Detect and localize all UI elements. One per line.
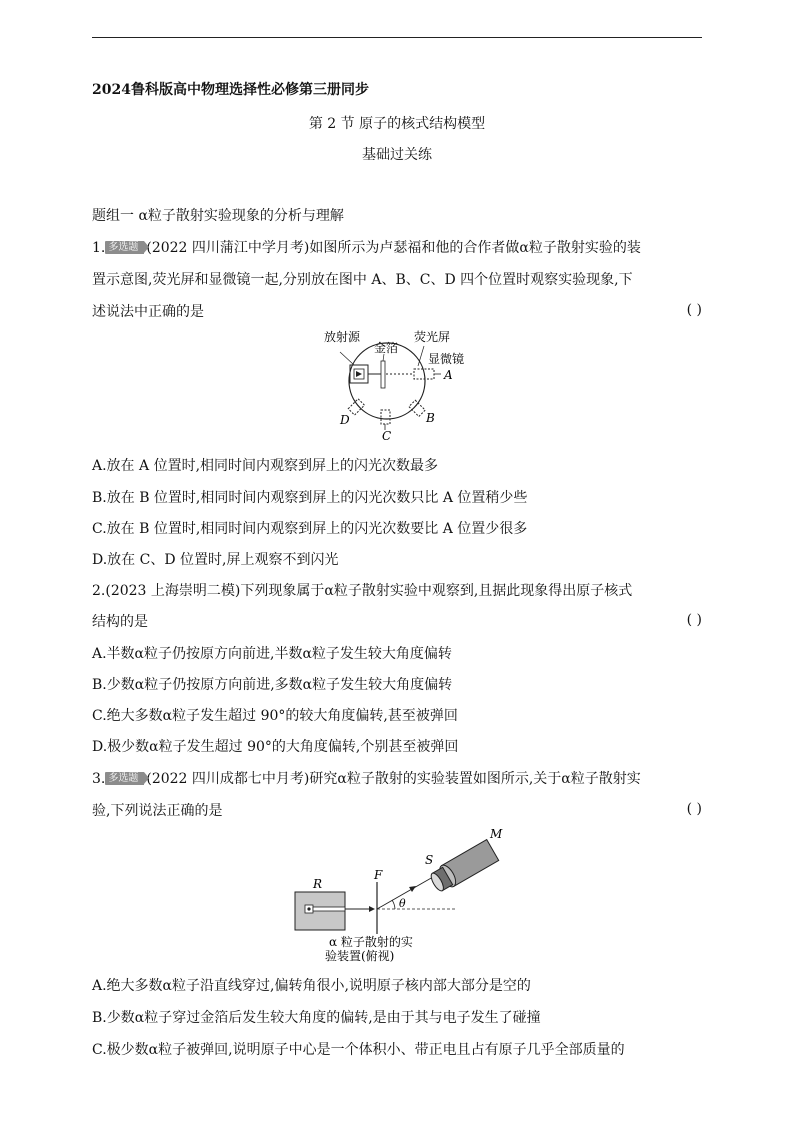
q1-option-b: B.放在 B 位置时,相同时间内观察到屏上的闪光次数只比 A 位置稍少些 bbox=[92, 490, 528, 506]
source-marker bbox=[356, 371, 362, 377]
collimator-channel bbox=[313, 907, 345, 911]
gold-foil bbox=[381, 361, 385, 388]
microscope-d bbox=[348, 399, 364, 415]
microscope-c bbox=[381, 410, 390, 424]
beam-arrow bbox=[369, 906, 375, 912]
label-r: R bbox=[313, 877, 323, 891]
label-b: B bbox=[426, 411, 435, 425]
foil-pointer bbox=[383, 354, 384, 361]
label-f: F bbox=[374, 868, 383, 882]
angle-arc bbox=[392, 900, 395, 909]
q3-option-b: B.少数α粒子穿过金箔后发生较大角度的偏转,是由于其与电子发生了碰撞 bbox=[92, 1010, 541, 1026]
alpha-scattering-diagram-2 bbox=[285, 826, 515, 962]
multi-choice-tag: 多选题 bbox=[105, 772, 144, 785]
series-title: 2024鲁科版高中物理选择性必修第三册同步 bbox=[92, 82, 369, 98]
question-2-line-1: 2.(2023 上海崇明二模)下列现象属于α粒子散射实验中观察到,且据此现象得出原子核式 bbox=[92, 583, 633, 599]
label-theta: θ bbox=[399, 897, 406, 910]
alpha-scattering-diagram-1 bbox=[320, 328, 490, 446]
q3-option-c: C.极少数α粒子被弹回,说明原子中心是一个体积小、带正电且占有原子几乎全部质量的 bbox=[92, 1042, 625, 1058]
question-number: 3. bbox=[92, 771, 106, 787]
question-text: (2022 四川蒲江中学月考)如图所示为卢瑟福和他的合作者做α粒子散射实验的装 bbox=[146, 240, 641, 256]
caption-line-2: 验装置(俯视) bbox=[325, 949, 395, 962]
source-pointer bbox=[340, 352, 354, 365]
source-dot bbox=[307, 907, 310, 910]
question-number: 1. bbox=[92, 240, 106, 256]
answer-blank: ( ) bbox=[686, 612, 702, 628]
q1-option-a: A.放在 A 位置时,相同时间内观察到屏上的闪光次数最多 bbox=[92, 458, 439, 474]
label-m: M bbox=[490, 827, 503, 841]
q1-option-c: C.放在 B 位置时,相同时间内观察到屏上的闪光次数要比 A 位置少很多 bbox=[92, 521, 528, 537]
label-a: A bbox=[444, 368, 453, 382]
question-3-line-1 bbox=[92, 769, 702, 789]
multi-choice-tag: 多选题 bbox=[105, 241, 144, 254]
question-text: (2022 四川成都七中月考)研究α粒子散射的实验装置如图所示,关于α粒子散射实 bbox=[146, 771, 641, 787]
question-3-line-2: 验,下列说法正确的是 bbox=[92, 803, 223, 819]
q3-option-a: A.绝大多数α粒子沿直线穿过,偏转角很小,说明原子核内部大部分是空的 bbox=[92, 978, 531, 994]
question-2-line-2: 结构的是 bbox=[92, 614, 148, 630]
question-1-line-2: 置示意图,荧光屏和显微镜一起,分别放在图中 A、B、C、D 四个位置时观察实验现象,下 bbox=[92, 272, 633, 288]
question-1-line-1 bbox=[92, 238, 702, 258]
answer-blank: ( ) bbox=[686, 801, 702, 817]
label-microscope: 显微镜 bbox=[428, 352, 465, 366]
q2-option-a: A.半数α粒子仍按原方向前进,半数α粒子发生较大角度偏转 bbox=[92, 646, 452, 662]
label-d: D bbox=[340, 413, 350, 427]
q1-option-d: D.放在 C、D 位置时,屏上观察不到闪光 bbox=[92, 552, 339, 568]
label-screen: 荧光屏 bbox=[414, 330, 451, 344]
header-rule bbox=[92, 37, 702, 38]
q2-option-b: B.少数α粒子仍按原方向前进,多数α粒子发生较大角度偏转 bbox=[92, 677, 453, 693]
q2-option-d: D.极少数α粒子发生超过 90°的大角度偏转,个别甚至被弹回 bbox=[92, 739, 459, 755]
caption-line-1: α 粒子散射的实 bbox=[329, 935, 413, 949]
q2-option-c: C.绝大多数α粒子发生超过 90°的较大角度偏转,甚至被弹回 bbox=[92, 708, 458, 724]
label-source: 放射源 bbox=[324, 330, 361, 344]
label-foil: 金箔 bbox=[374, 341, 399, 355]
subsection-title: 基础过关练 bbox=[362, 147, 432, 163]
label-c: C bbox=[382, 429, 392, 443]
microscope-m bbox=[428, 840, 499, 895]
question-1-line-3: 述说法中正确的是 bbox=[92, 304, 204, 320]
label-s: S bbox=[425, 853, 434, 867]
scatter-arrow bbox=[409, 886, 416, 892]
group-title: 题组一 α粒子散射实验现象的分析与理解 bbox=[92, 208, 344, 224]
microscope-b bbox=[409, 400, 425, 416]
section-title: 第 2 节 原子的核式结构模型 bbox=[308, 116, 486, 132]
answer-blank: ( ) bbox=[686, 302, 702, 318]
